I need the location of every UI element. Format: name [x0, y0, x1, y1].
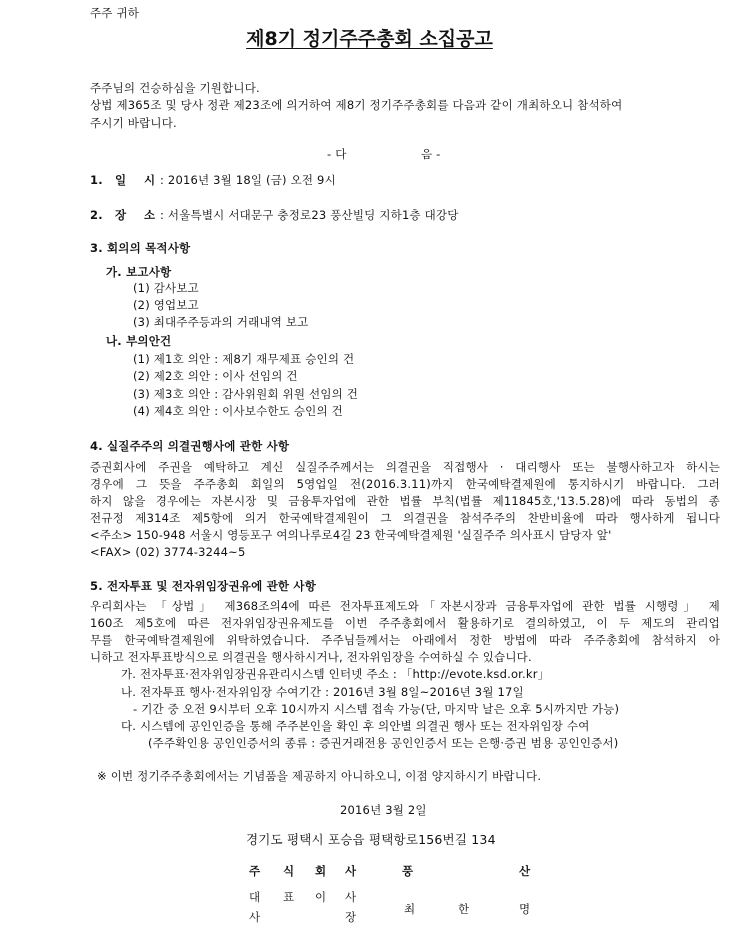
notice-date: 2016년 3월 2일 [340, 803, 427, 817]
item4-fax: <FAX> (02) 3774-3244~5 [90, 545, 246, 559]
addressee: 주주 귀하 [90, 6, 140, 20]
report-heading: 가. 보고사항 [106, 265, 172, 279]
item5-line: 160조 제5호에 따른 전자위임장권유제도를 이번 주주총회에서 활용하기로 결의하였고, 이 두 제도의 관리업 [90, 616, 720, 630]
page-title: 제8기 정기주주총회 소집공고 [246, 28, 493, 50]
company-char: 식 [283, 864, 295, 878]
rep-title-char: 이 [315, 890, 327, 904]
item2-label-b: 소 [144, 208, 156, 222]
item4-heading: 4. 실질주주의 의결권행사에 관한 사항 [90, 439, 290, 453]
item5-sub-item: 나. 전자투표 행사·전자위임장 수여기간 : 2016년 3월 8일~2016년 3월 17일 [121, 685, 524, 699]
report-item: (2) 영업보고 [133, 298, 199, 312]
da-label: - 다 [327, 147, 347, 161]
item1-label-b: 시 [144, 173, 156, 187]
rep-name-char: 한 [458, 902, 470, 916]
resolution-item: (1) 제1호 의안 : 제8기 재무제표 승인의 건 [133, 352, 355, 366]
company-address: 경기도 평택시 포승읍 평택항로156번길 134 [246, 832, 496, 847]
rep-title-char: 장 [345, 910, 357, 924]
item4-line: 전규정 제314조 제5항에 의거 한국예탁결제원이 그 의결권을 참석주주의 찬반비율에 따라 행사하게 됩니다 [90, 511, 720, 525]
item2-value: : 서울특별시 서대문구 충정로23 풍산빌딩 지하1층 대강당 [160, 208, 459, 222]
item5-line: 무를 한국예탁결제원에 위탁하였습니다. 주주님들께서는 아래에서 정한 방법에 따라 주주총회에 참석하지 아 [90, 633, 720, 647]
item1-label-a: 일 [115, 173, 127, 187]
rep-title-char: 사 [249, 910, 261, 924]
item4-line: 하지 않을 경우에는 자본시장 및 금융투자업에 관한 법률 부칙(법률 제11845호,'13.5.28)에 따라 동법의 종 [90, 494, 720, 508]
rep-title-char: 사 [345, 890, 357, 904]
rep-name-char: 최 [404, 902, 416, 916]
item5-sub-item: - 기간 중 오전 9시부터 오후 10시까지 시스템 접속 가능(단, 마지막 날은 오후 5시까지만 가능) [133, 702, 620, 716]
item5-line: 우리회사는 「상법」 제368조의4에 따른 전자투표제도와「자본시장과 금융투자업에 관한 법률 시행령」 제 [90, 599, 720, 613]
company-char: 풍 [402, 864, 414, 878]
notice: ※ 이번 정기주주총회에서는 기념품을 제공하지 아니하오니, 이점 양지하시기 바랍니다. [97, 769, 542, 783]
report-item: (1) 감사보고 [133, 281, 199, 295]
resolution-item: (3) 제3호 의안 : 감사위원회 위원 선임의 건 [133, 387, 359, 401]
item3-heading: 3. 회의의 목적사항 [90, 241, 191, 255]
item5-line: 니하고 전자투표방식으로 의결권을 행사하시거나, 전자위임장을 수여하실 수 있습니다. [90, 650, 532, 664]
resolution-heading: 나. 부의안건 [106, 334, 172, 348]
resolution-item: (2) 제2호 의안 : 이사 선임의 건 [133, 369, 298, 383]
eum-label: 음 - [421, 147, 441, 161]
report-item: (3) 최대주주등과의 거래내역 보고 [133, 315, 309, 329]
item5-sub-item: 가. 전자투표·전자위임장권유관리시스템 인터넷 주소 : 「http://evote.ksd.or.kr」 [121, 667, 550, 681]
company-char: 회 [315, 864, 327, 878]
item5-sub-item: 다. 시스템에 공인인증을 통해 주주본인을 확인 후 의안별 의결권 행사 또는 전자위임장 수여 [121, 719, 590, 733]
resolution-item: (4) 제4호 의안 : 이사보수한도 승인의 건 [133, 404, 343, 418]
item4-line: 경우에 그 뜻을 주주총회 회일의 5영업일 전(2016.3.11)까지 한국예탁결제원에 통지하시기 바랍니다. 그러 [90, 477, 720, 491]
company-char: 주 [249, 864, 261, 878]
item4-address: <주소> 150-948 서울시 영등포구 여의나루로4길 23 한국예탁결제원 '실질주주 의사표시 담당자 앞' [90, 528, 612, 542]
item1-number: 1. [90, 173, 103, 187]
rep-title-char: 대 [249, 890, 261, 904]
rep-name-char: 명 [519, 902, 531, 916]
item2-number: 2. [90, 208, 103, 222]
item2-label-a: 장 [115, 208, 127, 222]
intro-line-2: 주시기 바랍니다. [90, 116, 177, 130]
greeting: 주주님의 건승하심을 기원합니다. [90, 81, 260, 95]
item5-sub-item: (주주확인용 공인인증서의 종류 : 증권거래전용 공인인증서 또는 은행·증권 범용 공인인증서) [148, 736, 619, 750]
item1-value: : 2016년 3월 18일 (금) 오전 9시 [160, 173, 336, 187]
company-char: 산 [519, 864, 531, 878]
intro-line-1: 상법 제365조 및 당사 정관 제23조에 의거하여 제8기 정기주주총회를 다음과 같이 개최하오니 참석하여 [90, 98, 623, 112]
rep-title-char: 표 [283, 890, 295, 904]
item5-heading: 5. 전자투표 및 전자위임장권유에 관한 사항 [90, 579, 317, 593]
item4-line: 증권회사에 주권을 예탁하고 계신 실질주주께서는 의결권을 직접행사 · 대리행사 또는 불행사하고자 하시는 [90, 460, 720, 474]
company-char: 사 [345, 864, 357, 878]
